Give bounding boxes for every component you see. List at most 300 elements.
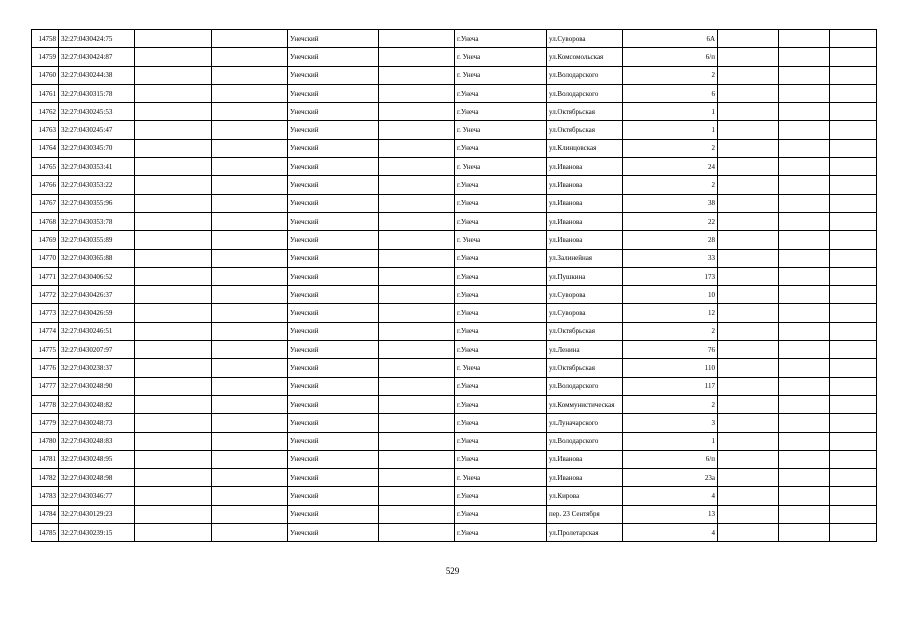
empty-cell: [779, 158, 830, 176]
empty-cell: [379, 450, 455, 468]
empty-cell: [135, 304, 212, 322]
empty-cell: [379, 487, 455, 505]
city: г.Унеча: [455, 194, 547, 212]
empty-cell: [830, 432, 877, 450]
city: г.Унеча: [455, 524, 547, 542]
district: Унечский: [288, 231, 379, 249]
house-number: 38: [623, 194, 718, 212]
street: ул.Володарского: [547, 377, 623, 395]
empty-cell: [718, 66, 779, 84]
cadastral-number: 32:27:0430315:78: [59, 84, 135, 102]
house-number: 110: [623, 359, 718, 377]
record-number: 14763: [32, 121, 59, 139]
table-row: [32, 231, 877, 249]
empty-cell: [718, 304, 779, 322]
empty-cell: [830, 121, 877, 139]
empty-cell: [212, 377, 288, 395]
empty-cell: [135, 322, 212, 340]
empty-cell: [135, 103, 212, 121]
house-number: 2: [623, 395, 718, 413]
street: ул.Ленина: [547, 341, 623, 359]
city: г.Унеча: [455, 341, 547, 359]
empty-cell: [379, 505, 455, 523]
empty-cell: [830, 377, 877, 395]
table-row: [32, 304, 877, 322]
empty-cell: [379, 432, 455, 450]
cadastral-number: 32:27:0430345:70: [59, 139, 135, 157]
district: Унечский: [288, 469, 379, 487]
cadastral-number: 32:27:0430248:90: [59, 377, 135, 395]
district: Унечский: [288, 450, 379, 468]
house-number: 24: [623, 158, 718, 176]
cadastral-number: 32:27:0430426:37: [59, 286, 135, 304]
empty-cell: [379, 322, 455, 340]
street: ул.Иванова: [547, 212, 623, 230]
empty-cell: [779, 139, 830, 157]
empty-cell: [212, 158, 288, 176]
record-number: 14774: [32, 322, 59, 340]
empty-cell: [379, 66, 455, 84]
empty-cell: [718, 450, 779, 468]
empty-cell: [379, 395, 455, 413]
table-row: [32, 66, 877, 84]
record-number: 14782: [32, 469, 59, 487]
house-number: 2: [623, 139, 718, 157]
empty-cell: [718, 212, 779, 230]
empty-cell: [830, 395, 877, 413]
house-number: 3: [623, 414, 718, 432]
record-number: 14773: [32, 304, 59, 322]
record-number: 14758: [32, 30, 59, 48]
record-number: 14772: [32, 286, 59, 304]
empty-cell: [718, 469, 779, 487]
street: ул.Октябрьская: [547, 359, 623, 377]
empty-cell: [779, 66, 830, 84]
district: Унечский: [288, 66, 379, 84]
city: г.Унеча: [455, 84, 547, 102]
street: ул.Пушкина: [547, 267, 623, 285]
district: Унечский: [288, 194, 379, 212]
cadastral-number: 32:27:0430355:96: [59, 194, 135, 212]
city: г. Унеча: [455, 121, 547, 139]
house-number: 28: [623, 231, 718, 249]
page-number: 529: [445, 566, 460, 576]
city: г. Унеча: [455, 48, 547, 66]
empty-cell: [135, 30, 212, 48]
district: Унечский: [288, 176, 379, 194]
empty-cell: [718, 377, 779, 395]
empty-cell: [212, 414, 288, 432]
table-row: [32, 139, 877, 157]
empty-cell: [779, 84, 830, 102]
empty-cell: [379, 414, 455, 432]
empty-cell: [718, 84, 779, 102]
empty-cell: [212, 359, 288, 377]
empty-cell: [830, 84, 877, 102]
house-number: 117: [623, 377, 718, 395]
record-number: 14760: [32, 66, 59, 84]
city: г.Унеча: [455, 322, 547, 340]
empty-cell: [779, 48, 830, 66]
empty-cell: [830, 524, 877, 542]
empty-cell: [830, 450, 877, 468]
empty-cell: [830, 231, 877, 249]
city: г. Унеча: [455, 231, 547, 249]
record-number: 14784: [32, 505, 59, 523]
table-row: [32, 432, 877, 450]
empty-cell: [718, 139, 779, 157]
street: ул.Октябрьская: [547, 322, 623, 340]
empty-cell: [830, 286, 877, 304]
table-row: [32, 103, 877, 121]
record-number: 14785: [32, 524, 59, 542]
district: Унечский: [288, 30, 379, 48]
empty-cell: [779, 249, 830, 267]
district: Унечский: [288, 139, 379, 157]
empty-cell: [830, 249, 877, 267]
empty-cell: [779, 286, 830, 304]
empty-cell: [830, 48, 877, 66]
empty-cell: [830, 103, 877, 121]
house-number: 6: [623, 84, 718, 102]
empty-cell: [718, 30, 779, 48]
empty-cell: [779, 432, 830, 450]
street: ул.Иванова: [547, 469, 623, 487]
city: г.Унеча: [455, 286, 547, 304]
record-number: 14759: [32, 48, 59, 66]
street: пер. 23 Сентября: [547, 505, 623, 523]
district: Унечский: [288, 487, 379, 505]
district: Унечский: [288, 414, 379, 432]
empty-cell: [135, 377, 212, 395]
empty-cell: [779, 450, 830, 468]
empty-cell: [718, 524, 779, 542]
empty-cell: [212, 505, 288, 523]
district: Унечский: [288, 322, 379, 340]
city: г.Унеча: [455, 414, 547, 432]
empty-cell: [830, 414, 877, 432]
cadastral-number: 32:27:0430346:77: [59, 487, 135, 505]
empty-cell: [212, 322, 288, 340]
empty-cell: [212, 450, 288, 468]
district: Унечский: [288, 48, 379, 66]
empty-cell: [379, 231, 455, 249]
empty-cell: [718, 231, 779, 249]
empty-cell: [212, 212, 288, 230]
empty-cell: [379, 469, 455, 487]
empty-cell: [379, 176, 455, 194]
record-number: 14762: [32, 103, 59, 121]
district: Унечский: [288, 395, 379, 413]
district: Унечский: [288, 359, 379, 377]
empty-cell: [135, 414, 212, 432]
empty-cell: [779, 414, 830, 432]
cadastral-number: 32:27:0430426:59: [59, 304, 135, 322]
empty-cell: [379, 48, 455, 66]
empty-cell: [779, 176, 830, 194]
empty-cell: [830, 487, 877, 505]
empty-cell: [830, 66, 877, 84]
street: ул.Комсомольская: [547, 48, 623, 66]
empty-cell: [135, 524, 212, 542]
empty-cell: [135, 505, 212, 523]
city: г.Унеча: [455, 176, 547, 194]
house-number: 6/п: [623, 450, 718, 468]
table-row: [32, 414, 877, 432]
empty-cell: [135, 286, 212, 304]
record-number: 14769: [32, 231, 59, 249]
empty-cell: [718, 48, 779, 66]
district: Унечский: [288, 121, 379, 139]
house-number: 1: [623, 103, 718, 121]
table-row: [32, 524, 877, 542]
record-number: 14775: [32, 341, 59, 359]
empty-cell: [830, 194, 877, 212]
street: ул.Суворова: [547, 286, 623, 304]
record-number: 14779: [32, 414, 59, 432]
street: ул.Залинейная: [547, 249, 623, 267]
city: г.Унеча: [455, 487, 547, 505]
table-body: [32, 30, 877, 542]
empty-cell: [212, 286, 288, 304]
empty-cell: [135, 48, 212, 66]
city: г.Унеча: [455, 304, 547, 322]
empty-cell: [718, 249, 779, 267]
empty-cell: [135, 487, 212, 505]
record-number: 14778: [32, 395, 59, 413]
cadastral-number: 32:27:0430353:41: [59, 158, 135, 176]
empty-cell: [830, 469, 877, 487]
empty-cell: [212, 231, 288, 249]
empty-cell: [718, 432, 779, 450]
empty-cell: [212, 395, 288, 413]
record-number: 14767: [32, 194, 59, 212]
cadastral-number: 32:27:0430406:52: [59, 267, 135, 285]
empty-cell: [212, 524, 288, 542]
empty-cell: [779, 341, 830, 359]
empty-cell: [779, 469, 830, 487]
empty-cell: [718, 103, 779, 121]
empty-cell: [779, 359, 830, 377]
empty-cell: [379, 267, 455, 285]
district: Унечский: [288, 341, 379, 359]
street: ул.Иванова: [547, 176, 623, 194]
city: г. Унеча: [455, 158, 547, 176]
empty-cell: [212, 249, 288, 267]
district: Унечский: [288, 505, 379, 523]
street: ул.Кирова: [547, 487, 623, 505]
district: Унечский: [288, 286, 379, 304]
empty-cell: [830, 30, 877, 48]
empty-cell: [135, 432, 212, 450]
empty-cell: [135, 158, 212, 176]
record-number: 14777: [32, 377, 59, 395]
empty-cell: [212, 176, 288, 194]
table-row: [32, 176, 877, 194]
empty-cell: [718, 176, 779, 194]
empty-cell: [135, 231, 212, 249]
empty-cell: [830, 212, 877, 230]
street: ул.Иванова: [547, 231, 623, 249]
street: ул.Иванова: [547, 194, 623, 212]
empty-cell: [779, 30, 830, 48]
house-number: 33: [623, 249, 718, 267]
house-number: 2: [623, 66, 718, 84]
empty-cell: [779, 267, 830, 285]
city: г.Унеча: [455, 139, 547, 157]
empty-cell: [212, 48, 288, 66]
record-number: 14771: [32, 267, 59, 285]
empty-cell: [135, 139, 212, 157]
city: г.Унеча: [455, 395, 547, 413]
empty-cell: [135, 469, 212, 487]
street: ул.Клинцовская: [547, 139, 623, 157]
empty-cell: [779, 304, 830, 322]
cadastral-number: 32:27:0430129:23: [59, 505, 135, 523]
record-number: 14781: [32, 450, 59, 468]
city: г.Унеча: [455, 432, 547, 450]
empty-cell: [379, 304, 455, 322]
empty-cell: [830, 359, 877, 377]
house-number: 1: [623, 432, 718, 450]
empty-cell: [212, 487, 288, 505]
street: ул.Иванова: [547, 450, 623, 468]
empty-cell: [212, 66, 288, 84]
empty-cell: [212, 267, 288, 285]
empty-cell: [212, 194, 288, 212]
empty-cell: [379, 341, 455, 359]
district: Унечский: [288, 158, 379, 176]
table-row: [32, 469, 877, 487]
empty-cell: [779, 505, 830, 523]
street: ул.Иванова: [547, 158, 623, 176]
street: ул.Володарского: [547, 432, 623, 450]
cadastral-number: 32:27:0430248:83: [59, 432, 135, 450]
empty-cell: [718, 487, 779, 505]
table-row: [32, 48, 877, 66]
empty-cell: [379, 30, 455, 48]
empty-cell: [135, 176, 212, 194]
street: ул.Луначарского: [547, 414, 623, 432]
cadastral-number: 32:27:0430353:78: [59, 212, 135, 230]
city: г.Унеча: [455, 267, 547, 285]
empty-cell: [779, 487, 830, 505]
empty-cell: [379, 103, 455, 121]
record-number: 14783: [32, 487, 59, 505]
record-number: 14764: [32, 139, 59, 157]
record-number: 14761: [32, 84, 59, 102]
house-number: 22: [623, 212, 718, 230]
empty-cell: [379, 158, 455, 176]
empty-cell: [135, 66, 212, 84]
house-number: 13: [623, 505, 718, 523]
street: ул.Володарского: [547, 84, 623, 102]
empty-cell: [718, 322, 779, 340]
house-number: 76: [623, 341, 718, 359]
district: Унечский: [288, 377, 379, 395]
empty-cell: [212, 103, 288, 121]
empty-cell: [718, 286, 779, 304]
empty-cell: [379, 359, 455, 377]
table-row: [32, 359, 877, 377]
table-row: [32, 158, 877, 176]
house-number: 4: [623, 487, 718, 505]
table-row: [32, 84, 877, 102]
district: Унечский: [288, 304, 379, 322]
cadastral-number: 32:27:0430244:38: [59, 66, 135, 84]
empty-cell: [830, 322, 877, 340]
table-row: [32, 121, 877, 139]
city: г.Унеча: [455, 249, 547, 267]
empty-cell: [379, 249, 455, 267]
city: г.Унеча: [455, 30, 547, 48]
empty-cell: [135, 395, 212, 413]
city: г. Унеча: [455, 469, 547, 487]
house-number: 12: [623, 304, 718, 322]
empty-cell: [779, 121, 830, 139]
table-row: [32, 450, 877, 468]
empty-cell: [779, 231, 830, 249]
cadastral-number: 32:27:0430245:47: [59, 121, 135, 139]
house-number: 173: [623, 267, 718, 285]
empty-cell: [135, 121, 212, 139]
cadastral-number: 32:27:0430245:53: [59, 103, 135, 121]
empty-cell: [779, 377, 830, 395]
table-row: [32, 341, 877, 359]
street: ул.Октябрьская: [547, 103, 623, 121]
empty-cell: [212, 121, 288, 139]
table-row: [32, 286, 877, 304]
district: Унечский: [288, 267, 379, 285]
record-number: 14770: [32, 249, 59, 267]
empty-cell: [718, 414, 779, 432]
cadastral-number: 32:27:0430424:75: [59, 30, 135, 48]
record-number: 14765: [32, 158, 59, 176]
street: ул.Коммунистическая: [547, 395, 623, 413]
cadastral-number: 32:27:0430239:15: [59, 524, 135, 542]
empty-cell: [718, 395, 779, 413]
record-number: 14766: [32, 176, 59, 194]
record-number: 14780: [32, 432, 59, 450]
table-row: [32, 505, 877, 523]
district: Унечский: [288, 249, 379, 267]
empty-cell: [779, 212, 830, 230]
cadastral-number: 32:27:0430246:51: [59, 322, 135, 340]
empty-cell: [135, 212, 212, 230]
empty-cell: [379, 139, 455, 157]
empty-cell: [212, 30, 288, 48]
empty-cell: [212, 469, 288, 487]
city: г.Унеча: [455, 505, 547, 523]
cadastral-number: 32:27:0430248:73: [59, 414, 135, 432]
empty-cell: [830, 139, 877, 157]
street: ул.Октябрьская: [547, 121, 623, 139]
empty-cell: [212, 341, 288, 359]
cadastral-number: 32:27:0430248:98: [59, 469, 135, 487]
empty-cell: [779, 524, 830, 542]
table-row: [32, 322, 877, 340]
empty-cell: [379, 121, 455, 139]
cadastral-number: 32:27:0430365:88: [59, 249, 135, 267]
empty-cell: [718, 359, 779, 377]
street: ул.Суворова: [547, 30, 623, 48]
empty-cell: [135, 450, 212, 468]
city: г.Унеча: [455, 212, 547, 230]
empty-cell: [779, 395, 830, 413]
street: ул.Пролетарская: [547, 524, 623, 542]
cadastral-number: 32:27:0430355:89: [59, 231, 135, 249]
district: Унечский: [288, 84, 379, 102]
